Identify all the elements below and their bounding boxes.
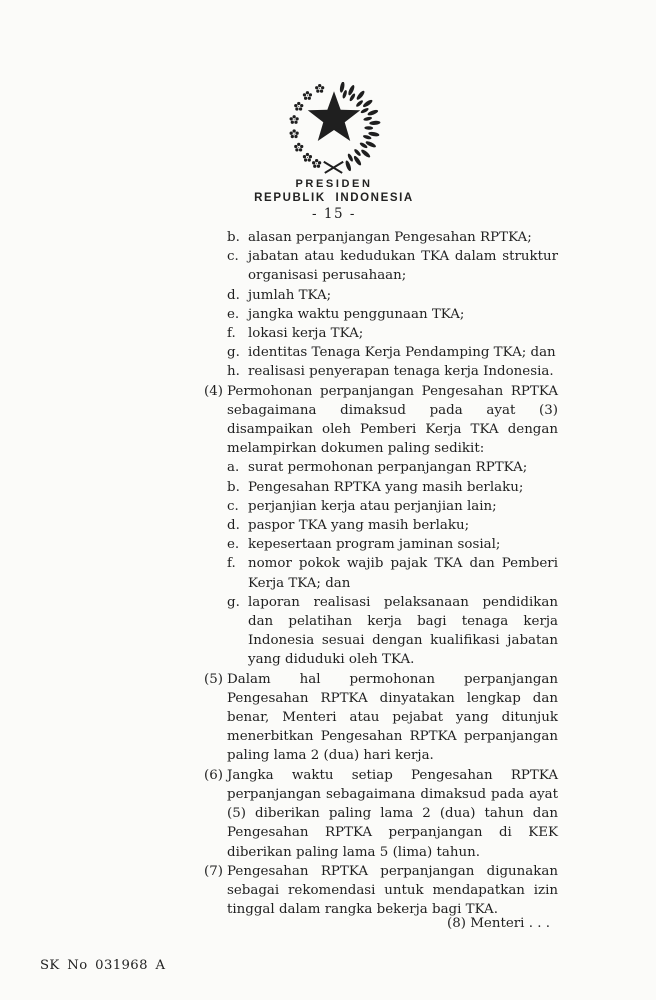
list-item-text: realisasi penyerapan tenaga kerja Indonesia. <box>248 364 554 380</box>
lettered-item <box>227 458 558 477</box>
list-item-text: lokasi kerja TKA; <box>248 326 364 342</box>
catchword: (8) Menteri . . . <box>446 916 550 931</box>
list-item-text: nomor pokok wajib pajak TKA dan Pemberi Kerja TKA; dan <box>248 556 558 591</box>
lettered-item <box>227 228 558 247</box>
numbered-paragraphs <box>204 382 558 920</box>
list-marker: d. <box>227 287 240 303</box>
document-body <box>204 228 558 919</box>
list-marker: a. <box>227 460 240 476</box>
list-marker: f. <box>227 556 236 572</box>
list-marker: c. <box>227 498 239 514</box>
page-number: - 15 - <box>312 206 356 222</box>
paragraph-content <box>227 382 558 670</box>
list-item-text: surat permohonan perpanjangan RPTKA; <box>248 460 528 476</box>
list-marker: b. <box>227 479 240 495</box>
lettered-item <box>227 535 558 554</box>
list-item-text: jangka waktu penggunaan TKA; <box>248 306 465 322</box>
paragraph-text: Dalam hal permohonan perpanjangan Pengesahan RPTKA dinyatakan lengkap dan benar, Menteri atau pejabat yang ditunjuk menerbitkan Pengesahan RPTKA perpanjangan paling lama 2 (dua) hari kerja. <box>227 671 558 764</box>
list-marker: e. <box>227 306 240 322</box>
paragraph-content <box>227 766 558 862</box>
lettered-item <box>227 516 558 535</box>
lettered-item <box>227 343 558 362</box>
letterhead-subtitle: REPUBLIK INDONESIA <box>254 192 414 204</box>
lettered-item <box>227 324 558 343</box>
numbered-paragraph <box>204 862 558 920</box>
lettered-item <box>227 247 558 285</box>
list-item-text: kepesertaan program jaminan sosial; <box>248 537 501 553</box>
lettered-item <box>227 362 558 381</box>
lettered-item <box>227 478 558 497</box>
list-marker: g. <box>227 345 240 361</box>
list-marker: h. <box>227 364 240 380</box>
continued-lettered-list <box>204 228 558 382</box>
list-marker: e. <box>227 537 240 553</box>
paragraph-content <box>227 670 558 766</box>
list-item-text: perjanjian kerja atau perjanjian lain; <box>248 498 497 514</box>
list-item-text: alasan perpanjangan Pengesahan RPTKA; <box>248 230 532 245</box>
jasmine-chain-icon <box>290 84 325 168</box>
lettered-item <box>227 554 558 592</box>
numbered-paragraph <box>204 670 558 766</box>
paragraph-text: Permohonan perpanjangan Pengesahan RPTKA sebagaimana dimaksud pada ayat (3) disampaikan oleh Pemberi Kerja TKA dengan melampirkan dokumen paling sedikit: <box>227 383 558 457</box>
doc-code: SK No 031968 A <box>40 958 166 973</box>
list-item-text: jumlah TKA; <box>248 287 332 303</box>
paragraph-number: (4) <box>204 383 223 399</box>
list-marker: b. <box>227 230 240 245</box>
presidential-star-wreath-emblem-icon <box>287 82 381 176</box>
list-marker: g. <box>227 594 240 610</box>
paragraph-text: Pengesahan RPTKA perpanjangan digunakan sebagai rekomendasi untuk mendapatkan izin tinggal dalam rangka bekerja bagi TKA. <box>227 863 558 918</box>
lettered-item <box>227 497 558 516</box>
list-item-text: paspor TKA yang masih berlaku; <box>248 518 470 534</box>
list-marker: d. <box>227 518 240 534</box>
list-item-text: laporan realisasi pelaksanaan pendidikan dan pelatihan kerja bagi tenaga kerja Indonesia sesuai dengan kualifikasi jabatan yang diduduki oleh TKA. <box>248 594 558 668</box>
paragraph-number: (6) <box>204 767 223 783</box>
lettered-item <box>227 286 558 305</box>
paragraph-text: Jangka waktu setiap Pengesahan RPTKA perpanjangan sebagaimana dimaksud pada ayat (5) diberikan paling lama 2 (dua) tahun dan Pengesahan RPTKA perpanjangan di KEK diberikan paling lama 5 (lima) tahun. <box>227 767 558 860</box>
paragraph-number: (5) <box>204 671 223 687</box>
paragraph-content <box>227 862 558 920</box>
numbered-paragraph <box>204 382 558 670</box>
crossed-stems-icon <box>324 162 343 173</box>
numbered-paragraph <box>204 766 558 862</box>
lettered-item <box>227 305 558 324</box>
list-marker: f. <box>227 326 236 342</box>
list-marker: c. <box>227 249 239 265</box>
list-item-text: jabatan atau kedudukan TKA dalam struktur organisasi perusahaan; <box>248 249 558 284</box>
lettered-item <box>227 593 558 670</box>
list-item-text: Pengesahan RPTKA yang masih berlaku; <box>248 479 524 495</box>
paragraph-number: (7) <box>204 863 223 879</box>
list-item-text: identitas Tenaga Kerja Pendamping TKA; dan <box>248 345 556 361</box>
letterhead-title: PRESIDEN <box>295 178 373 190</box>
